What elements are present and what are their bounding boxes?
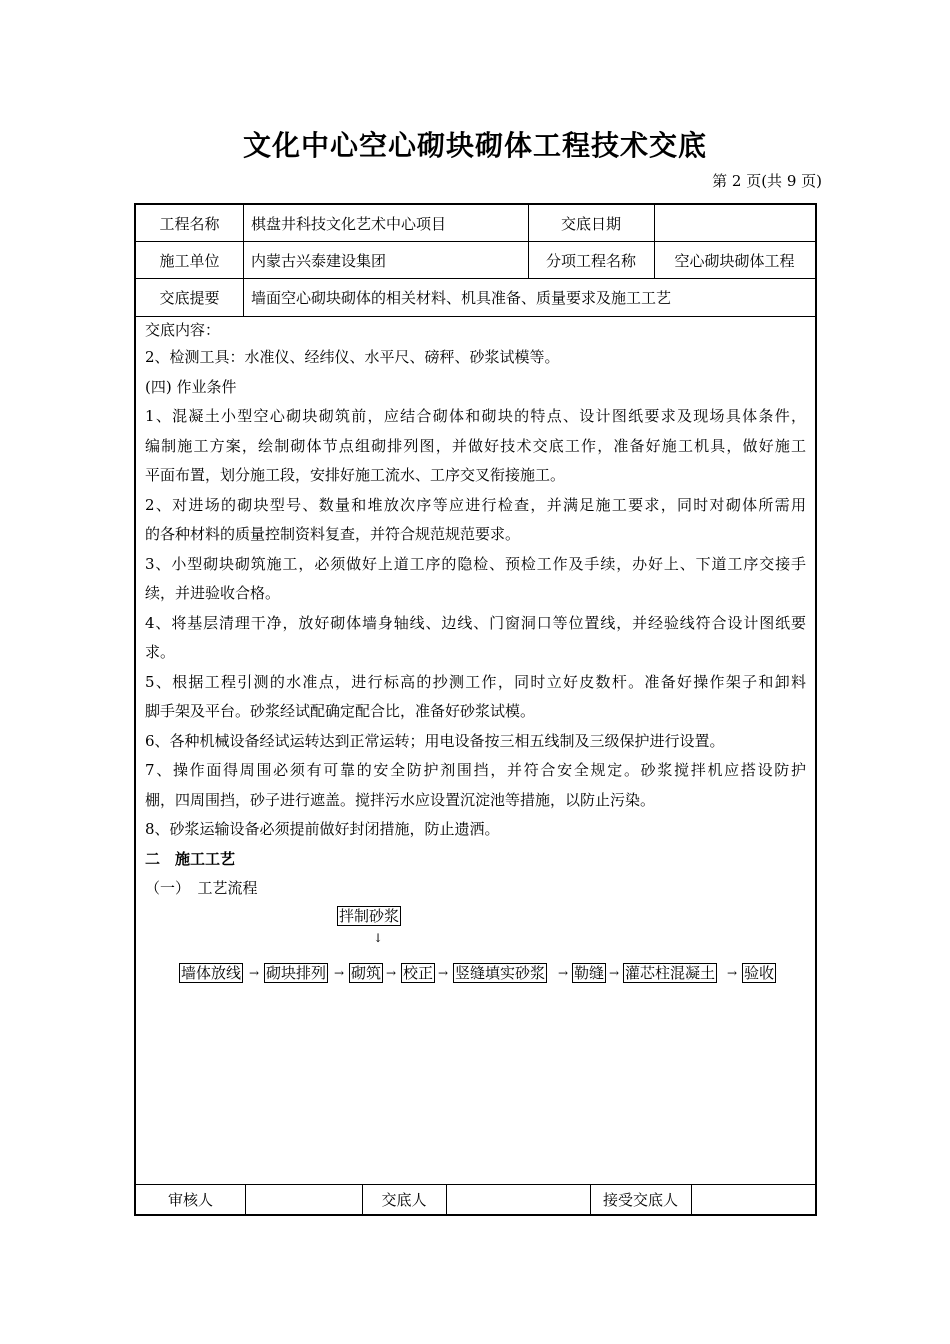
- reviewer-value: [245, 1185, 362, 1214]
- flow-step: 砌块排列: [266, 963, 327, 982]
- sub-project-value: 空心砌块砌体工程: [674, 251, 795, 270]
- section-heading: 二 施工工艺: [145, 849, 236, 868]
- flow-step-top: 拌制砂浆: [339, 906, 400, 925]
- sub-heading: （一） 工艺流程: [145, 879, 258, 897]
- summary-value: 墙面空心砌块砌体的相关材料、机具准备、质量要求及施工工艺: [251, 289, 672, 307]
- flow-step: 竖缝填实砂浆: [455, 963, 546, 982]
- content-line: 3、小型砌块砌筑施工，必须做好上道工序的隐检、预检工作及手续，办好上、下道工序交接手: [145, 554, 806, 573]
- project-name-value: 棋盘井科技文化艺术中心项目: [251, 214, 447, 233]
- right-arrow-icon: →: [727, 965, 738, 980]
- content-line: 5、根据工程引测的水准点，进行标高的抄测工作，同时立好皮数杆。准备好操作架子和卸料: [145, 672, 806, 691]
- row-project: [136, 205, 815, 242]
- presenter-label: 交底人: [381, 1191, 427, 1209]
- right-arrow-icon: →: [249, 965, 260, 980]
- flow-step: 验收: [744, 963, 775, 982]
- presenter-value: [446, 1185, 590, 1214]
- content-line: 求。: [145, 643, 176, 661]
- flow-step: 勒缝: [574, 963, 605, 982]
- content-line: 的各种材料的质量控制资料复查，并符合规范规范要求。: [145, 525, 521, 543]
- content-line: 编制施工方案，绘制砌体节点组砌排列图，并做好技术交底工作，准备好施工机具，做好施工: [145, 436, 806, 455]
- sub-project-label: 分项工程名称: [545, 251, 636, 270]
- down-arrow-icon: ↓: [373, 930, 384, 945]
- project-name-label: 工程名称: [159, 214, 220, 233]
- row-unit: [136, 242, 815, 279]
- flow-step: 墙体放线: [181, 963, 242, 982]
- flow-step: 校正: [403, 963, 434, 982]
- signature-row: [136, 1184, 815, 1214]
- content-line: 续，并进验收合格。: [145, 584, 281, 602]
- process-flow-diagram: [145, 904, 806, 994]
- content-line: 4、将基层清理干净，放好砌体墙身轴线、边线、门窗洞口等位置线，并经验线符合设计图纸要: [145, 613, 806, 632]
- content-line: 棚，四周围挡，砂子进行遮盖。搅拌污水应设置沉淀池等措施，以防止污染。: [145, 790, 656, 809]
- document-title: 文化中心空心砌块砌体工程技术交底: [242, 129, 707, 162]
- summary-label: 交底提要: [159, 289, 220, 307]
- right-arrow-icon: →: [558, 965, 569, 980]
- receiver-label: 接受交底人: [602, 1191, 678, 1209]
- content-line: 2、检测工具：水准仪、经纬仪、水平尺、磅秤、砂浆试模等。: [145, 348, 560, 366]
- flow-step: 砌筑: [351, 963, 382, 982]
- content-line: 1、混凝土小型空心砌块砌筑前，应结合砌体和砌块的特点、设计图纸要求及现场具体条件，: [145, 407, 806, 425]
- right-arrow-icon: →: [386, 965, 397, 980]
- content-line: 2、对进场的砌块型号、数量和堆放次序等应进行检查，并满足施工要求，同时对砌体所需用: [145, 495, 806, 514]
- content-intro: 交底内容：: [145, 321, 221, 339]
- content-line: 8、砂浆运输设备必须提前做好封闭措施，防止遗洒。: [145, 820, 500, 838]
- row-summary: [136, 279, 815, 317]
- disclosure-table: [134, 203, 817, 1216]
- right-arrow-icon: →: [438, 965, 449, 980]
- date-value: [654, 205, 815, 241]
- flow-step: 灌芯柱混凝土: [625, 963, 716, 982]
- right-arrow-icon: →: [334, 965, 345, 980]
- right-arrow-icon: →: [609, 965, 620, 980]
- content-line: 6、各种机械设备经试运转达到正常运转；用电设备按三相五线制及三级保护进行设置。: [145, 731, 725, 750]
- receiver-value: [691, 1185, 815, 1214]
- content-line: (四) 作业条件: [145, 377, 237, 396]
- unit-label: 施工单位: [159, 251, 220, 270]
- content-line: 脚手架及平台。砂浆经试配确定配合比，准备好砂浆试模。: [145, 702, 536, 720]
- disclosure-content: [136, 317, 815, 1185]
- content-line: 平面布置，划分施工段，安排好施工流水、工序交叉衔接施工。: [145, 466, 566, 484]
- date-label: 交底日期: [560, 214, 621, 233]
- page-number: 第 2 页(共 9 页): [712, 172, 822, 190]
- content-line: 7、操作面得周围必须有可靠的安全防护剂围挡，并符合安全规定。砂浆搅拌机应搭设防护: [145, 761, 806, 779]
- unit-value: 内蒙古兴泰建设集团: [251, 251, 387, 270]
- reviewer-label: 审核人: [167, 1191, 213, 1209]
